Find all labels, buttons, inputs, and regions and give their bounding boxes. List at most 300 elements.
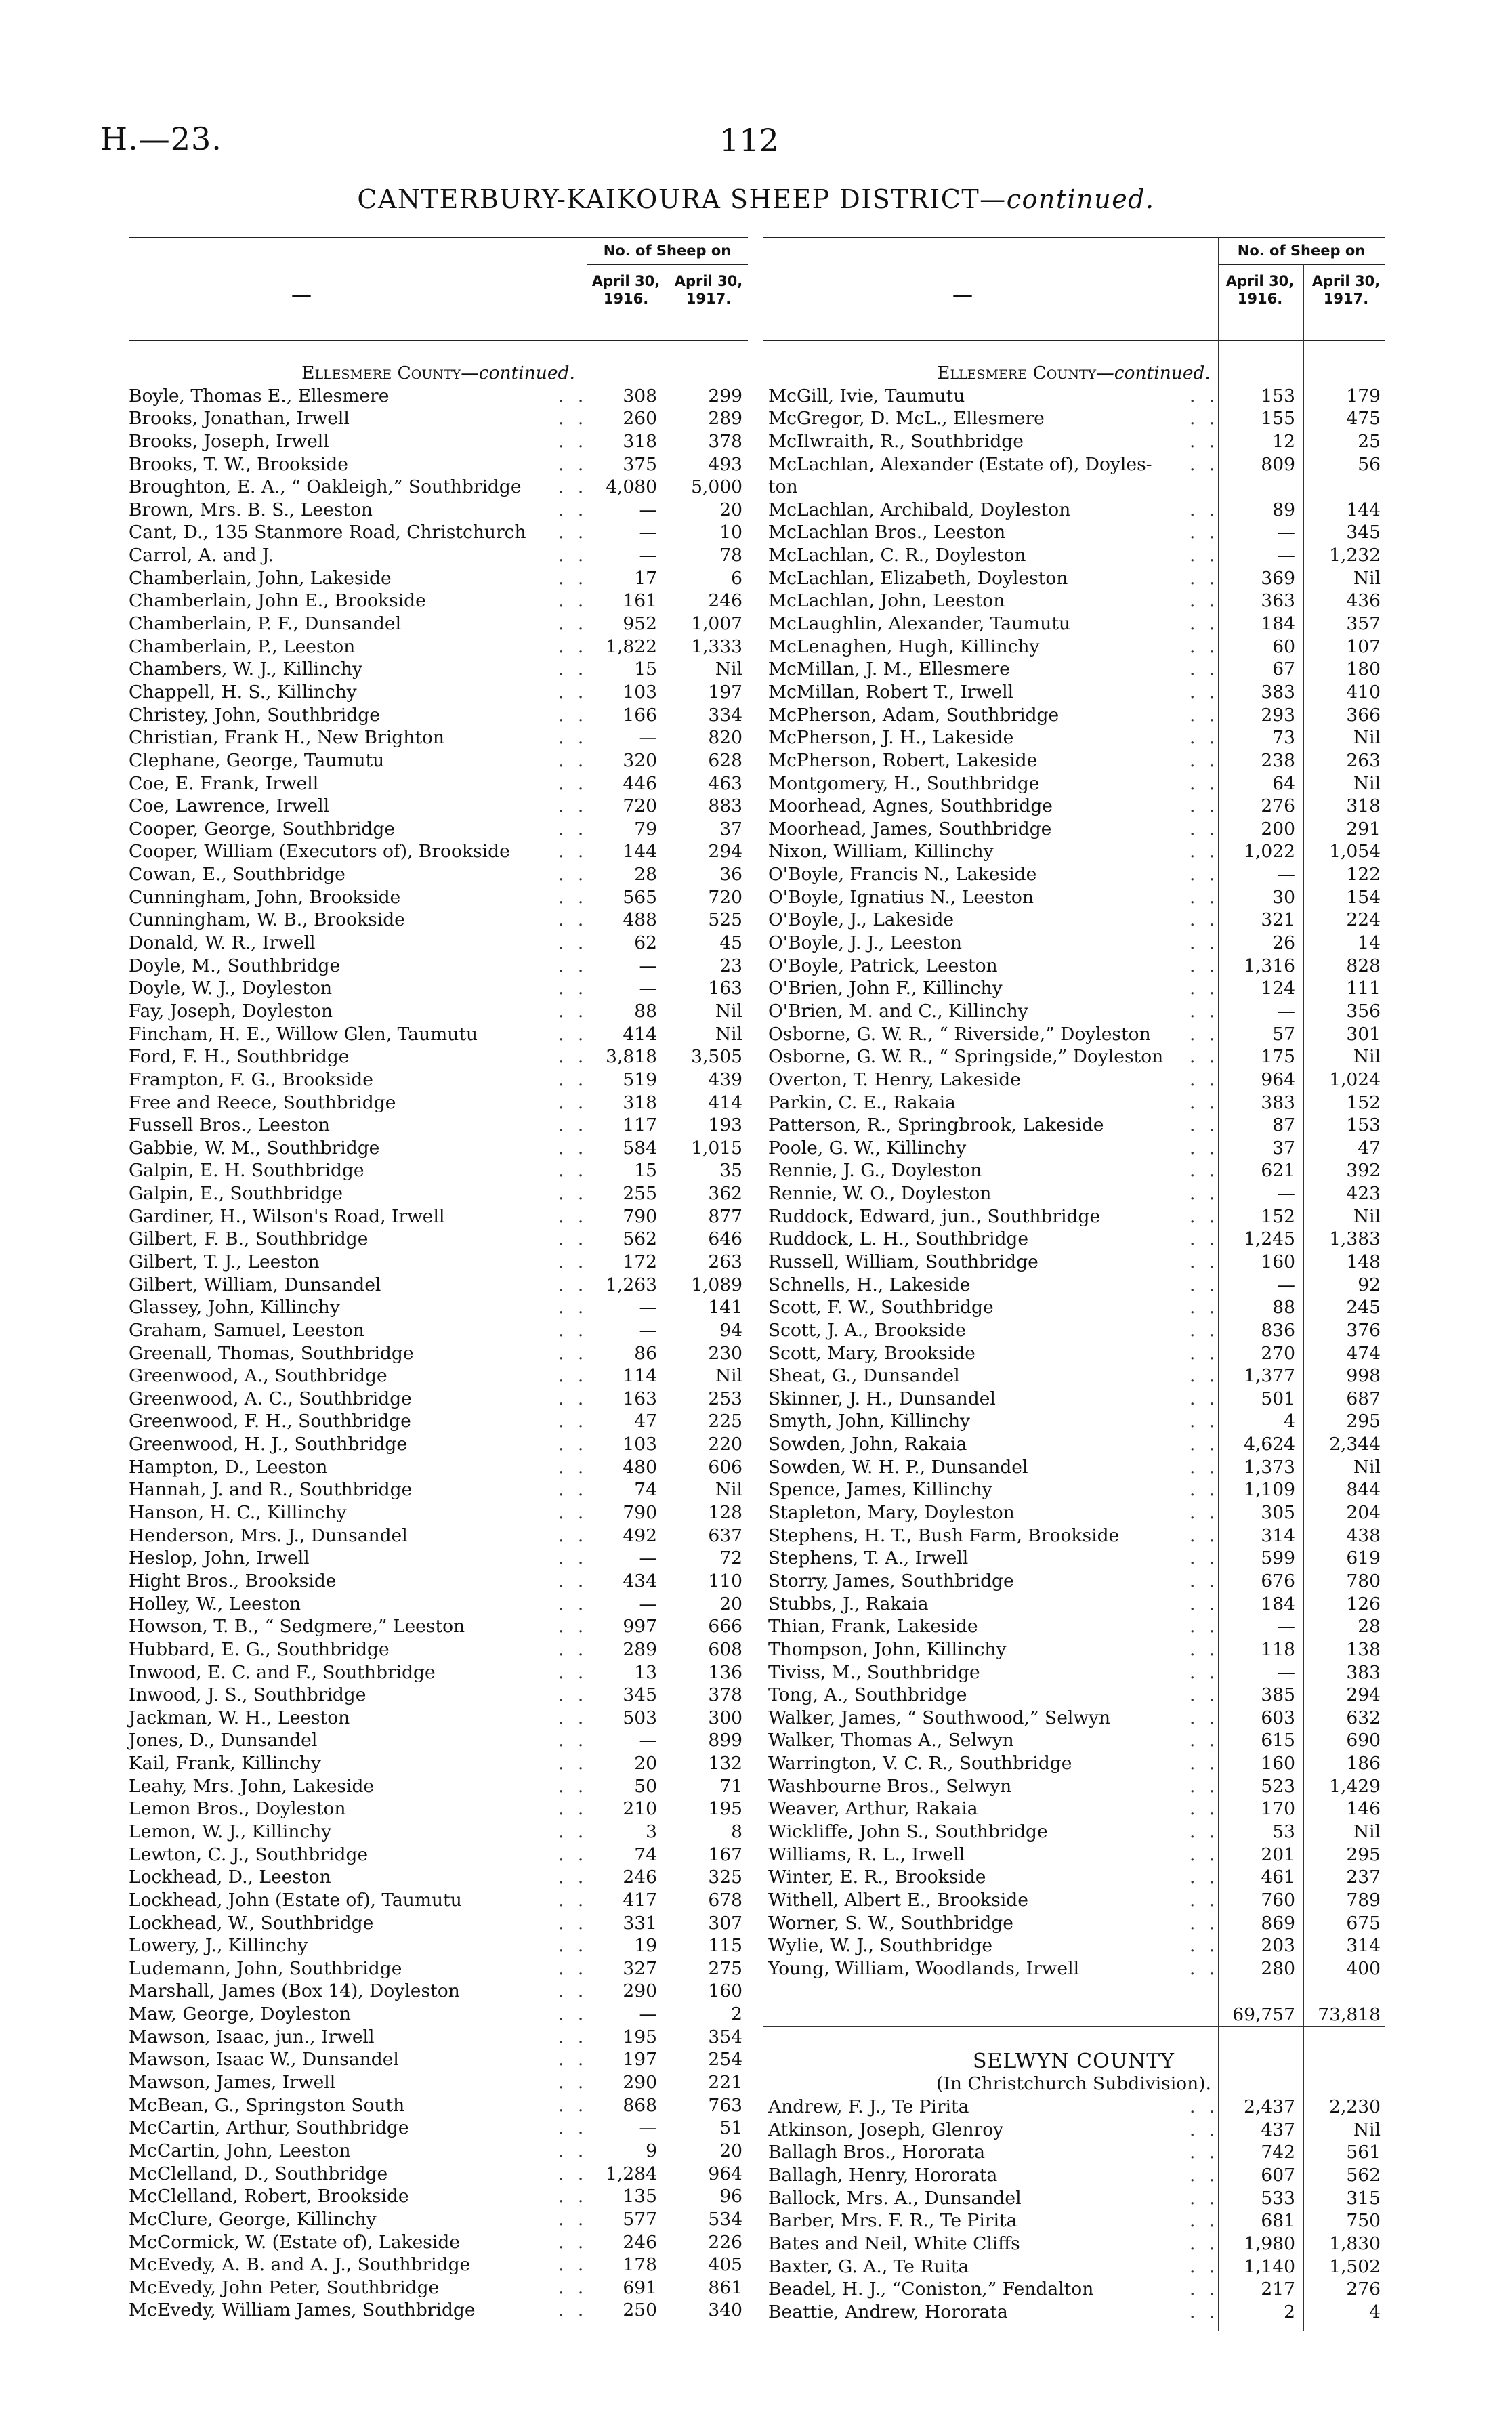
owner-name: Cant, D., 135 Stanmore Road, Christchurch: [129, 522, 526, 543]
owner-name: Clephane, George, Taumutu: [129, 749, 385, 771]
table-row: [129, 1365, 748, 1388]
leader-dots: . .: [1190, 795, 1219, 817]
table-row: [763, 1296, 1385, 1319]
table-row: [129, 1501, 748, 1524]
sheep-count-1917: 307: [708, 1912, 742, 1934]
table-row: [129, 1615, 748, 1638]
sheep-count-1917: 186: [1346, 1753, 1381, 1774]
leader-dots: . .: [1190, 613, 1219, 635]
leader-dots: . .: [1190, 522, 1219, 543]
leader-dots: . .: [1190, 1274, 1219, 1295]
sheep-count-1916: 615: [1261, 1730, 1295, 1751]
owner-name: Sowden, W. H. P., Dunsandel: [768, 1456, 1028, 1478]
county-name: Ellesmere County: [937, 362, 1097, 383]
sheep-count-1917: 356: [1346, 1000, 1381, 1022]
table-row: [129, 612, 748, 636]
sheep-count-1916: —: [639, 727, 657, 749]
owner-name: McLachlan Bros., Leeston: [768, 522, 1006, 543]
owner-name: Lockhead, W., Southbridge: [129, 1912, 374, 1934]
sheep-count-1916: 621: [1261, 1160, 1295, 1182]
table-row: [129, 1797, 748, 1821]
owner-name: Inwood, E. C. and F., Southbridge: [129, 1661, 436, 1683]
table-row: [129, 726, 748, 749]
sheep-count-1916: 53: [1272, 1821, 1295, 1842]
sheep-count-1916: 293: [1261, 704, 1295, 726]
sheep-count-1916: —: [639, 1319, 657, 1341]
leader-dots: . .: [1190, 1479, 1219, 1501]
sheep-count-1916: 383: [1261, 681, 1295, 703]
sheep-count-1917: 637: [708, 1524, 742, 1546]
table-row: [763, 1433, 1385, 1456]
sheep-count-1917: Nil: [1353, 772, 1381, 794]
sheep-count-1917: 1,502: [1329, 2255, 1381, 2277]
owner-name: McPherson, Robert, Lakeside: [768, 749, 1038, 771]
owner-name: Hampton, D., Leeston: [129, 1456, 328, 1478]
sheep-count-1916: 305: [1261, 1502, 1295, 1524]
table-row: [129, 2276, 748, 2300]
leader-dots: . .: [558, 932, 588, 954]
leader-dots: . .: [558, 1821, 588, 1842]
leader-dots: . .: [558, 1251, 588, 1272]
leader-dots: . .: [558, 886, 588, 908]
table-row: [129, 2048, 748, 2071]
leader-dots: . .: [1190, 909, 1219, 931]
sheep-count-1916: 869: [1261, 1912, 1295, 1934]
sheep-count-1916: 1,109: [1244, 1479, 1295, 1501]
sheep-count-1917: 632: [1346, 1707, 1381, 1728]
county-name: Ellesmere County: [301, 362, 461, 383]
sheep-count-1917: 1,024: [1329, 1068, 1381, 1090]
table-row: [763, 1159, 1385, 1182]
sheep-count-1917: 345: [1346, 522, 1381, 543]
sheep-count-1916: 1,140: [1244, 2255, 1295, 2277]
table-row: [129, 886, 748, 909]
owner-name: Galpin, E., Southbridge: [129, 1183, 343, 1205]
sheep-count-1916: 86: [634, 1342, 657, 1364]
leader-dots: . .: [1190, 1867, 1219, 1888]
sheep-count-1917: 263: [1346, 749, 1381, 771]
table-row: [763, 1707, 1385, 1730]
table-row: [129, 1821, 748, 1844]
sheep-count-1917: 1,054: [1329, 841, 1381, 862]
sheep-count-1916: 562: [623, 1228, 657, 1250]
table-row: [129, 1729, 748, 1752]
leader-dots: . .: [558, 1160, 588, 1182]
leader-dots: . .: [558, 636, 588, 657]
owner-name: Glassey, John, Killinchy: [129, 1297, 340, 1318]
sheep-count-1917: Nil: [1353, 1456, 1381, 1478]
sheep-count-1916: 437: [1261, 2119, 1295, 2140]
table-row: [129, 1319, 748, 1342]
table-row: [763, 1045, 1385, 1068]
sheep-count-1916: 790: [623, 1205, 657, 1227]
sheep-count-1916: 144: [623, 841, 657, 862]
leader-dots: . .: [558, 1957, 588, 1979]
table-row: [763, 2255, 1385, 2279]
sheep-count-1916: —: [639, 978, 657, 999]
sheep-count-1916: 260: [623, 408, 657, 430]
sheep-count-1916: 3,818: [606, 1046, 657, 1068]
sheep-count-1916: 73: [1272, 727, 1295, 749]
sheep-count-1917: 6: [731, 567, 742, 589]
table-row: [763, 1775, 1385, 1798]
owner-name: Broughton, E. A., “ Oakleigh,” Southbridge: [129, 476, 522, 498]
sheep-count-1917: 861: [708, 2276, 742, 2298]
leader-dots: . .: [558, 2072, 588, 2094]
sheep-count-1917: 230: [708, 1342, 742, 1364]
sheep-count-1916: 17: [634, 567, 657, 589]
owner-name: O'Boyle, Patrick, Leeston: [768, 955, 998, 976]
sheep-count-1917: 224: [1346, 909, 1381, 931]
owner-name: Walker, Thomas A., Selwyn: [768, 1730, 1014, 1751]
sheep-count-1917: 562: [1346, 2164, 1381, 2186]
owner-name: Jones, D., Dunsandel: [129, 1730, 318, 1751]
table-row: [129, 567, 748, 590]
owner-name: Gabbie, W. M., Southbridge: [129, 1137, 380, 1159]
sheep-count-1916: —: [639, 955, 657, 976]
leader-dots: . .: [558, 1456, 588, 1478]
leader-dots: . .: [558, 499, 588, 520]
leader-dots: . .: [1190, 1798, 1219, 1820]
table-row: [129, 2299, 748, 2322]
table-row: [129, 476, 748, 499]
sheep-count-1916: —: [639, 2117, 657, 2139]
leader-dots: . .: [558, 864, 588, 886]
sheep-count-1917: 47: [1358, 1137, 1381, 1159]
leader-dots: . .: [558, 1502, 588, 1524]
table-row: [129, 453, 748, 476]
sheep-count-1916: 533: [1261, 2187, 1295, 2209]
owner-name: McCormick, W. (Estate of), Lakeside: [129, 2231, 460, 2253]
owner-name: Lowery, J., Killinchy: [129, 1935, 308, 1957]
sheep-count-1916: 4,080: [606, 476, 657, 498]
table-row: [763, 863, 1385, 886]
leader-dots: . .: [1190, 704, 1219, 726]
sheep-count-1916: 2: [1284, 2301, 1295, 2323]
leader-dots: . .: [558, 909, 588, 931]
owner-name: Williams, R. L., Irwell: [768, 1844, 965, 1865]
sheep-count-1916: 175: [1261, 1046, 1295, 1068]
table-row: [129, 636, 748, 659]
sheep-count-1916: 375: [623, 453, 657, 475]
leader-dots: . .: [558, 2117, 588, 2139]
sheep-count-1916: 246: [623, 2231, 657, 2253]
sheep-count-1916: 417: [623, 1889, 657, 1911]
sheep-count-1916: 12: [1272, 430, 1295, 452]
owner-name: McMillan, J. M., Ellesmere: [768, 659, 1010, 680]
sheep-count-1916: 87: [1272, 1115, 1295, 1136]
sheep-count-1917: 154: [1346, 886, 1381, 908]
leader-dots: . .: [1190, 681, 1219, 703]
table-row: [763, 1182, 1385, 1205]
leader-dots: . .: [1190, 545, 1219, 566]
sheep-count-1916: 383: [1261, 1091, 1295, 1113]
sheep-count-1917: Nil: [1353, 1046, 1381, 1068]
owner-name: Sheat, G., Dunsandel: [768, 1365, 960, 1387]
sheep-count-1917: 144: [1346, 499, 1381, 520]
sheep-count-1916: 1,980: [1244, 2232, 1295, 2254]
leader-dots: . .: [1190, 2279, 1219, 2300]
table-row: [763, 1844, 1385, 1867]
leader-dots: . .: [1190, 1228, 1219, 1250]
table-row: [763, 385, 1385, 408]
leader-dots: . .: [1190, 1068, 1219, 1090]
leader-dots: . .: [1190, 1844, 1219, 1865]
table-row: [763, 1228, 1385, 1251]
sheep-count-1917: 295: [1346, 1844, 1381, 1865]
sheep-count-1916: 1,377: [1244, 1365, 1295, 1387]
sheep-count-1917: 1,830: [1329, 2232, 1381, 2254]
leader-dots: . .: [558, 1935, 588, 1957]
sheep-count-1917: 378: [708, 430, 742, 452]
sheep-count-1917: 410: [1346, 681, 1381, 703]
table-row: [763, 1274, 1385, 1297]
sheep-count-1916: 88: [634, 1000, 657, 1022]
table-row: [129, 2208, 748, 2231]
sheep-count-1917: 646: [708, 1228, 742, 1250]
sheep-count-1917: 1,333: [691, 636, 742, 657]
sheep-count-1916: 760: [1261, 1889, 1295, 1911]
sheep-count-1917: 2,230: [1329, 2096, 1381, 2118]
sheep-count-1917: 1,383: [1329, 1228, 1381, 1250]
sheep-count-1917: 276: [1346, 2279, 1381, 2300]
table-row: [763, 1000, 1385, 1023]
owner-name: Kail, Frank, Killinchy: [129, 1753, 321, 1774]
leader-dots: . .: [1190, 886, 1219, 908]
owner-name: Thompson, John, Killinchy: [768, 1638, 1007, 1660]
table-row: [129, 407, 748, 430]
sheep-count-1917: 237: [1346, 1867, 1381, 1888]
sheep-count-1916: 3: [646, 1821, 657, 1842]
owner-name: McPherson, J. H., Lakeside: [768, 727, 1014, 749]
owner-name: McGregor, D. McL., Ellesmere: [768, 408, 1045, 430]
sheep-count-1916: 314: [1261, 1524, 1295, 1546]
table-row: [129, 1844, 748, 1867]
sheep-count-1916: 523: [1261, 1775, 1295, 1797]
owner-name: Warrington, V. C. R., Southbridge: [768, 1753, 1072, 1774]
table-row: [129, 1091, 748, 1115]
sheep-count-1916: 201: [1261, 1844, 1295, 1865]
leader-dots: . .: [1190, 1753, 1219, 1774]
owner-name: Osborne, G. W. R., “ Springside,” Doyleston: [768, 1046, 1164, 1068]
leader-dots: . .: [558, 1228, 588, 1250]
sheep-count-1917: Nil: [715, 659, 742, 680]
sheep-count-1916: 1,822: [606, 636, 657, 657]
table-row: [129, 863, 748, 886]
table-row: [129, 840, 748, 863]
sheep-count-1916: 584: [623, 1137, 657, 1159]
table-row: [129, 1045, 748, 1068]
table-row: [129, 1570, 748, 1593]
leader-dots: . .: [558, 2231, 588, 2253]
leader-dots: . .: [558, 1980, 588, 2002]
sheep-count-1916: 30: [1272, 886, 1295, 908]
sheep-count-1916: 160: [1261, 1753, 1295, 1774]
leader-dots: . .: [558, 1593, 588, 1615]
sheep-count-1917: 400: [1346, 1957, 1381, 1979]
sheep-count-1916: 446: [623, 772, 657, 794]
sheep-count-1917: 28: [1358, 1616, 1381, 1638]
col-1917-heading: April 30, 1917.: [1311, 273, 1381, 307]
table-row: [129, 2071, 748, 2094]
leader-dots: . .: [558, 2186, 588, 2207]
sheep-count-1917: 463: [708, 772, 742, 794]
leader-dots: . .: [1190, 1502, 1219, 1524]
owner-name: McBean, G., Springston South: [129, 2094, 405, 2116]
leader-dots: . .: [1190, 385, 1219, 407]
sheep-count-1917: 366: [1346, 704, 1381, 726]
table-row: [129, 430, 748, 453]
leader-dots: . .: [558, 681, 588, 703]
table-row: [129, 1775, 748, 1798]
owner-name: Barber, Mrs. F. R., Te Pirita: [768, 2210, 1017, 2232]
sheep-count-1917: 493: [708, 453, 742, 475]
sheep-count-1916: 155: [1261, 408, 1295, 430]
table-row: [763, 1889, 1385, 1912]
leader-dots: . .: [558, 1115, 588, 1136]
leader-dots: . .: [558, 1411, 588, 1432]
sheep-count-1917: 254: [708, 2049, 742, 2071]
sheep-count-1916: 1,022: [1244, 841, 1295, 862]
table-row: [763, 840, 1385, 863]
table-row: [763, 2141, 1385, 2164]
sheep-count-1917: 315: [1346, 2187, 1381, 2209]
leader-dots: . .: [1190, 2096, 1219, 2118]
table-row: [129, 1388, 748, 1411]
sheep-count-1916: 492: [623, 1524, 657, 1546]
owner-name: Hubbard, E. G., Southbridge: [129, 1638, 390, 1660]
sheep-count-1916: 57: [1272, 1023, 1295, 1045]
sheep-count-1916: —: [639, 1547, 657, 1569]
table-row: [129, 681, 748, 704]
leader-dots: . .: [558, 567, 588, 589]
sheep-count-1916: 203: [1261, 1935, 1295, 1957]
sheep-count-1917: 1,089: [691, 1274, 742, 1295]
leader-dots: . .: [558, 522, 588, 543]
leader-dots: . .: [558, 1661, 588, 1683]
owner-name: Russell, William, Southbridge: [768, 1251, 1038, 1272]
table-row: [129, 1296, 748, 1319]
sheep-count-1917: 376: [1346, 1319, 1381, 1341]
owner-name: McClelland, D., Southbridge: [129, 2163, 388, 2184]
table-row: [763, 1388, 1385, 1411]
sheep-count-1916: 565: [623, 886, 657, 908]
sheep-count-1916: 461: [1261, 1867, 1295, 1888]
table-row: [129, 544, 748, 567]
owner-name: Cunningham, John, Brookside: [129, 886, 401, 908]
owner-name: Cowan, E., Southbridge: [129, 864, 345, 886]
owner-name: Montgomery, H., Southbridge: [768, 772, 1040, 794]
sheep-count-1917: 20: [719, 1593, 742, 1615]
table-row: [763, 1068, 1385, 1091]
owner-name: Cunningham, W. B., Brookside: [129, 909, 405, 931]
section-heading: [129, 362, 748, 385]
report-reference: H.—23.: [100, 121, 222, 157]
leader-dots: . .: [1190, 1524, 1219, 1546]
owner-name: Christey, John, Southbridge: [129, 704, 380, 726]
owner-name: Weaver, Arthur, Rakaia: [768, 1798, 978, 1820]
table-row: [129, 1205, 748, 1228]
owner-name: McLenaghen, Hugh, Killinchy: [768, 636, 1040, 657]
leader-dots: . .: [558, 1684, 588, 1706]
sheep-count-1916: 166: [623, 704, 657, 726]
owner-name: Chamberlain, John E., Brookside: [129, 590, 426, 612]
table-row: [763, 1638, 1385, 1661]
owner-name: Doyle, M., Southbridge: [129, 955, 341, 976]
owner-name: Gilbert, William, Dunsandel: [129, 1274, 381, 1295]
table-row: [129, 1228, 748, 1251]
owner-name: Stubbs, J., Rakaia: [768, 1593, 929, 1615]
table-row: [129, 955, 748, 978]
leader-dots: . .: [1190, 1388, 1219, 1409]
sheep-count-1916: 327: [623, 1957, 657, 1979]
table-row: [763, 818, 1385, 841]
table-row: [763, 795, 1385, 818]
owner-name: Gilbert, T. J., Leeston: [129, 1251, 320, 1272]
table-row: [763, 1114, 1385, 1137]
owner-name: Tong, A., Southbridge: [768, 1684, 967, 1706]
owner-name: Andrew, F. J., Te Pirita: [768, 2096, 969, 2118]
table-row: [129, 1456, 748, 1479]
owner-name: O'Brien, John F., Killinchy: [768, 978, 1003, 999]
owner-name: Chamberlain, P. F., Dunsandel: [129, 613, 402, 635]
sheep-count-1917: 392: [1346, 1160, 1381, 1182]
sheep-count-1917: 763: [708, 2094, 742, 2116]
sheep-count-1917: 72: [719, 1547, 742, 1569]
owner-name: McLachlan, Archibald, Doyleston: [768, 499, 1071, 520]
sheep-count-1916: 369: [1261, 567, 1295, 589]
table-row: [129, 1000, 748, 1023]
owner-name: Fay, Joseph, Doyleston: [129, 1000, 333, 1022]
sheep-count-1916: 124: [1261, 978, 1295, 999]
owner-name: Henderson, Mrs. J., Dunsandel: [129, 1524, 408, 1546]
sheep-count-1917: 383: [1346, 1661, 1381, 1683]
sheep-count-1917: 720: [708, 886, 742, 908]
leader-dots: . .: [1190, 1183, 1219, 1205]
sheep-count-1917: 964: [708, 2163, 742, 2184]
owner-name: Ballagh, Henry, Hororata: [768, 2164, 998, 2186]
leader-dots: . .: [558, 2094, 588, 2116]
owner-name: Nixon, William, Killinchy: [768, 841, 994, 862]
table-row: [763, 749, 1385, 772]
sheep-count-1916: 15: [634, 659, 657, 680]
owner-name: Brown, Mrs. B. S., Leeston: [129, 499, 373, 520]
owner-name: Gilbert, F. B., Southbridge: [129, 1228, 369, 1250]
leader-dots: . .: [558, 1046, 588, 1068]
sheep-count-1916: 200: [1261, 818, 1295, 839]
owner-name: Coe, E. Frank, Irwell: [129, 772, 319, 794]
leader-dots: . .: [1190, 1935, 1219, 1957]
leader-dots: . .: [1190, 1365, 1219, 1387]
owner-name: Ludemann, John, Southbridge: [129, 1957, 402, 1979]
sheep-count-1917: 294: [708, 841, 742, 862]
sheep-count-1917: 606: [708, 1456, 742, 1478]
leader-dots: . .: [558, 727, 588, 749]
table-row: [763, 2278, 1385, 2301]
owner-name: Fincham, H. E., Willow Glen, Taumutu: [129, 1023, 478, 1045]
leader-dots: . .: [1190, 1000, 1219, 1022]
leader-dots: . .: [1190, 978, 1219, 999]
table-row: [129, 385, 748, 408]
sheep-count-1917: 295: [1346, 1411, 1381, 1432]
owner-name: McEvedy, John Peter, Southbridge: [129, 2276, 440, 2298]
leader-dots: . .: [558, 1753, 588, 1774]
sheep-count-1917: 289: [708, 408, 742, 430]
sheep-count-1917: 179: [1346, 385, 1381, 407]
table-row: [763, 499, 1385, 522]
table-row: [129, 1068, 748, 1091]
table-row: [763, 1091, 1385, 1115]
